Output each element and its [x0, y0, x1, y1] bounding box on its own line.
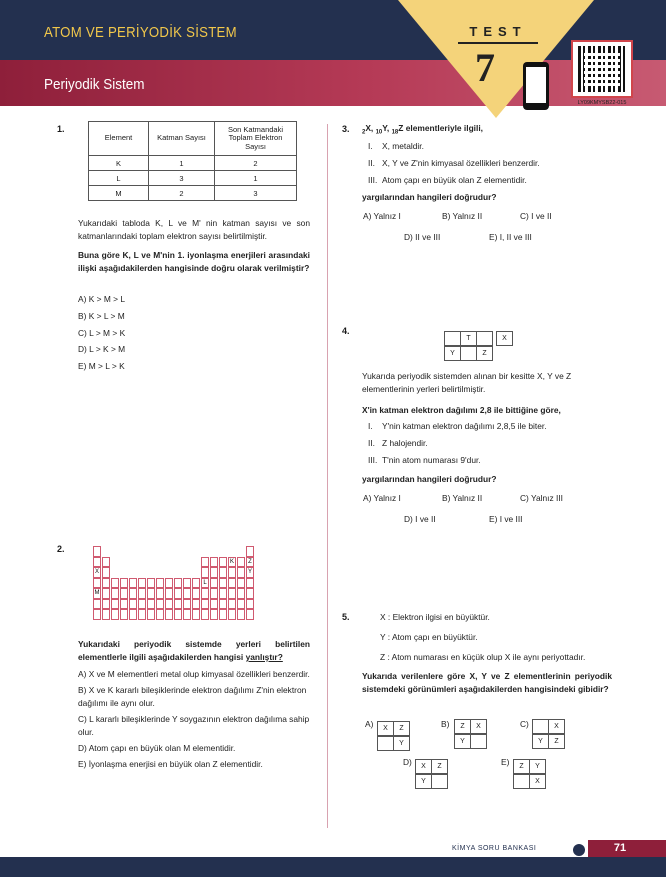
- table-row: [89, 186, 297, 201]
- periodic-table-cell: [237, 599, 245, 610]
- periodic-table-cell: [120, 609, 128, 620]
- question-2-number: 2.: [57, 544, 65, 554]
- statement-text: X, Y ve Z'nin kimyasal özellikleri benzerdir.: [382, 157, 540, 168]
- grid-cell: X: [470, 719, 487, 734]
- option-c[interactable]: C) L kararlı bileşiklerinde Y soygazının elektron dağılıma sahip olur.: [78, 714, 310, 738]
- periodic-table-cell: [210, 588, 218, 599]
- periodic-table-cell: K: [228, 557, 236, 568]
- periodic-table-cell: [183, 609, 191, 620]
- q4-question: yargılarından hangileri doğrudur?: [362, 474, 497, 484]
- page-title: ATOM VE PERİYODİK SİSTEM: [44, 24, 237, 41]
- periodic-table-cell: [138, 609, 146, 620]
- table-cell: 1: [215, 171, 297, 186]
- periodic-table-cell: [183, 578, 191, 589]
- grid-cell: X: [496, 331, 513, 346]
- periodic-table-cell: [147, 599, 155, 610]
- periodic-table-cell: [228, 567, 236, 578]
- option-d[interactable]: D) II ve III: [404, 232, 441, 242]
- question-3-number: 3.: [342, 124, 350, 134]
- periodic-table-cell: [201, 599, 209, 610]
- periodic-table-cell: [156, 599, 164, 610]
- grid-cell: [431, 774, 448, 789]
- periodic-table-cell: [102, 588, 110, 599]
- q3-question: yargılarından hangileri doğrudur?: [362, 192, 497, 202]
- periodic-table-cell: [138, 588, 146, 599]
- periodic-table-cell: [156, 588, 164, 599]
- qr-code-text: LY09KMYSB22-015: [577, 100, 627, 106]
- table-cell: L: [89, 171, 149, 186]
- periodic-table-cell: [219, 578, 227, 589]
- periodic-table-cell: [210, 578, 218, 589]
- option-c-letter[interactable]: C): [520, 719, 529, 729]
- question-1-number: 1.: [57, 124, 65, 134]
- page-subtitle: Periyodik Sistem: [44, 76, 145, 93]
- periodic-table-cell: [246, 546, 254, 557]
- statement-item: [368, 172, 628, 189]
- periodic-table-cell: [183, 588, 191, 599]
- option-c[interactable]: C) I ve II: [520, 211, 552, 221]
- table-cell: 3: [149, 171, 215, 186]
- option-b[interactable]: B) Yalnız II: [442, 493, 483, 503]
- grid-cell: X: [415, 759, 432, 774]
- grid-cell: Z: [454, 719, 471, 734]
- periodic-table-cell: [120, 599, 128, 610]
- statement-text: Y'nin katman elektron dağılımı 2,8,5 ile biter.: [382, 421, 547, 431]
- periodic-table-cell: [120, 578, 128, 589]
- periodic-table-cell: [93, 578, 101, 589]
- q2-question-emphasis: yanlıştır?: [245, 652, 283, 663]
- periodic-table-cell: [102, 609, 110, 620]
- grid-cell: [513, 774, 530, 789]
- table-row: [89, 171, 297, 186]
- option-d[interactable]: D) Atom çapı en büyük olan M elementidir.: [78, 743, 236, 754]
- grid-cell: [377, 736, 394, 751]
- option-b[interactable]: B) Yalnız II: [442, 211, 483, 221]
- q1-text: Yukarıdaki tabloda K, L ve M' nin katman sayısı ve son katmanlarındaki toplam elektron sayısı belirtilmiştir.: [78, 218, 310, 242]
- statement-text: Atom çapı en büyük olan Z elementidir.: [382, 174, 527, 185]
- option-c[interactable]: C) L > M > K: [78, 327, 126, 338]
- question-5-number: 5.: [342, 612, 350, 622]
- column-divider: [327, 124, 328, 828]
- periodic-table-cell: M: [93, 588, 101, 599]
- periodic-table-cell: [174, 599, 182, 610]
- table-cell: 3: [215, 186, 297, 201]
- table-cell: K: [89, 156, 149, 171]
- periodic-table-cell: [102, 557, 110, 568]
- grid-cell: [532, 719, 549, 734]
- grid-cell: [444, 331, 461, 346]
- option-b[interactable]: B) X ve K kararlı bileşiklerinde elektron dağılımı Z'nin elektron dağılımı ile aynı olur.: [78, 685, 307, 709]
- q3-title: $_2$X, $_{10}$Y, $_{18}$Z elementleriyle ilgili,: [362, 123, 483, 136]
- statement-num: III.: [368, 454, 378, 465]
- option-b-letter[interactable]: B): [441, 719, 450, 729]
- grid-cell: [470, 734, 487, 749]
- statement-item: [368, 155, 628, 172]
- statement-text: Z halojendir.: [382, 437, 428, 448]
- periodic-table-cell: [219, 567, 227, 578]
- publisher-logo-icon: [573, 844, 585, 856]
- statement-text: T'nin atom numarası 9'dur.: [382, 454, 481, 465]
- periodic-table-cell: [201, 567, 209, 578]
- periodic-table-cell: [111, 588, 119, 599]
- periodic-table-cell: [192, 588, 200, 599]
- periodic-table-cell: [102, 599, 110, 610]
- q1-table: [88, 121, 297, 201]
- test-label: TEST: [469, 24, 527, 39]
- q1-question: Buna göre K, L ve M'nin 1. iyonlaşma enerjileri arasındaki ilişki aşağıdakilerden hangisinde doğru olarak verilmiştir?: [78, 250, 310, 274]
- grid-cell: T: [460, 331, 477, 346]
- periodic-table-cell: [147, 578, 155, 589]
- q2-question-text: Yukarıdaki periyodik sistemde yerleri belirtilen elementlerle ilgili aşağıdakilerden hangisi: [78, 639, 310, 663]
- periodic-table-cell: [111, 578, 119, 589]
- q3-statements: [368, 138, 628, 188]
- q1-header-shells: Katman Sayısı: [149, 122, 215, 156]
- statement-num: II.: [368, 437, 375, 448]
- periodic-table-cell: [237, 588, 245, 599]
- periodic-table-cell: [219, 557, 227, 568]
- option-e[interactable]: E) M > L > K: [78, 361, 125, 372]
- grid-cell: X: [377, 721, 394, 736]
- grid-cell: Z: [393, 721, 410, 736]
- periodic-table-cell: [237, 609, 245, 620]
- periodic-table-cell: [237, 578, 245, 589]
- periodic-table-cell: [93, 557, 101, 568]
- periodic-table-cell: [201, 557, 209, 568]
- periodic-table-cell: [129, 609, 137, 620]
- periodic-table-cell: [192, 599, 200, 610]
- option-e[interactable]: E) I ve III: [489, 514, 523, 524]
- grid-cell: Y: [415, 774, 432, 789]
- periodic-table-cell: [210, 567, 218, 578]
- grid-cell: Z: [431, 759, 448, 774]
- periodic-table-cell: [165, 588, 173, 599]
- q5-question: Yukarıda verilenlere göre X, Y ve Z elementlerinin periyodik sistemdeki görünümleri aşağıdakilerden hangisindeki gibidir?: [362, 671, 612, 695]
- periodic-table-cell: [246, 609, 254, 620]
- option-a[interactable]: A) X ve M elementleri metal olup kimyasal özellikleri benzerdir.: [78, 669, 310, 679]
- grid-cell: Z: [548, 734, 565, 749]
- periodic-table-cell: [129, 588, 137, 599]
- periodic-table-cell: L: [201, 578, 209, 589]
- periodic-table-cell: [165, 609, 173, 620]
- grid-cell: Z: [513, 759, 530, 774]
- option-e-letter[interactable]: E): [501, 757, 510, 767]
- periodic-table-cell: [165, 578, 173, 589]
- grid-cell: [476, 331, 493, 346]
- table-row: [89, 156, 297, 171]
- periodic-table-cell: [246, 599, 254, 610]
- periodic-table-cell: [174, 578, 182, 589]
- page-number: 71: [613, 842, 627, 854]
- periodic-table-cell: Z: [246, 557, 254, 568]
- grid-cell: Z: [476, 346, 493, 361]
- q4-statements: [368, 418, 628, 468]
- periodic-table-cell: [165, 599, 173, 610]
- option-a[interactable]: A) Yalnız I: [363, 493, 401, 503]
- table-cell: 1: [149, 156, 215, 171]
- option-d-letter[interactable]: D): [403, 757, 412, 767]
- periodic-table-cell: [129, 578, 137, 589]
- periodic-table-cell: [219, 588, 227, 599]
- periodic-table-cell: X: [93, 567, 101, 578]
- periodic-table-cell: [111, 609, 119, 620]
- periodic-table-cell: [219, 599, 227, 610]
- grid-cell: Y: [444, 346, 461, 361]
- periodic-table-cell: [183, 599, 191, 610]
- periodic-table-cell: [201, 588, 209, 599]
- periodic-table-cell: [210, 599, 218, 610]
- q1-header-element: Element: [89, 122, 149, 156]
- option-a[interactable]: A) K > M > L: [78, 294, 126, 304]
- periodic-table-cell: [237, 567, 245, 578]
- periodic-table-cell: [174, 588, 182, 599]
- periodic-table-cell: [228, 578, 236, 589]
- periodic-table-cell: [237, 557, 245, 568]
- periodic-table-cell: [93, 599, 101, 610]
- periodic-table-cell: [138, 578, 146, 589]
- phone-screen-icon: [526, 67, 546, 103]
- periodic-table-cell: [246, 578, 254, 589]
- qr-code-icon[interactable]: [578, 46, 626, 92]
- periodic-table-cell: [120, 588, 128, 599]
- statement-item: [368, 435, 628, 452]
- periodic-table-cell: [201, 609, 209, 620]
- periodic-table-cell: [138, 599, 146, 610]
- periodic-table-cell: [93, 546, 101, 557]
- option-c[interactable]: C) Yalnız III: [520, 493, 563, 503]
- periodic-table-cell: [192, 578, 200, 589]
- option-e[interactable]: E) I, II ve III: [489, 232, 532, 242]
- footer-bar: [0, 857, 666, 877]
- option-d[interactable]: D) I ve II: [404, 514, 436, 524]
- q5-fact-x: X : Elektron ilgisi en büyüktür.: [380, 612, 490, 622]
- grid-cell: Y: [454, 734, 471, 749]
- option-d[interactable]: D) L > K > M: [78, 344, 126, 355]
- table-cell: M: [89, 186, 149, 201]
- option-a-letter[interactable]: A): [365, 719, 374, 729]
- periodic-table-cell: [111, 599, 119, 610]
- q5-fact-z: Z : Atom numarası en küçük olup X ile aynı periyottadır.: [380, 652, 586, 662]
- grid-cell: Y: [529, 759, 546, 774]
- grid-cell: X: [529, 774, 546, 789]
- periodic-table-cell: [93, 609, 101, 620]
- footer-brand: KİMYA SORU BANKASI: [452, 845, 537, 852]
- statement-num: I.: [368, 421, 373, 431]
- periodic-table-cell: Y: [246, 567, 254, 578]
- periodic-table-cell: [102, 567, 110, 578]
- option-a[interactable]: A) Yalnız I: [363, 211, 401, 221]
- table-cell: 2: [215, 156, 297, 171]
- statement-num: I.: [368, 141, 373, 151]
- periodic-table-cell: [228, 599, 236, 610]
- periodic-table-cell: [147, 609, 155, 620]
- periodic-table-cell: [174, 609, 182, 620]
- q5-fact-y: Y : Atom çapı en büyüktür.: [380, 632, 478, 642]
- grid-cell: Y: [393, 736, 410, 751]
- option-b[interactable]: B) K > L > M: [78, 310, 125, 321]
- periodic-table-cell: [219, 609, 227, 620]
- periodic-table-cell: [192, 609, 200, 620]
- periodic-table-cell: [228, 588, 236, 599]
- statement-text: X, metaldir.: [382, 141, 424, 151]
- question-4-number: 4.: [342, 326, 350, 336]
- q2-options: [78, 668, 310, 771]
- statement-item: [368, 138, 628, 155]
- grid-cell: Y: [532, 734, 549, 749]
- statement-num: III.: [368, 174, 378, 185]
- table-cell: 2: [149, 186, 215, 201]
- periodic-table-cell: [246, 588, 254, 599]
- periodic-table-cell: [102, 578, 110, 589]
- periodic-table-cell: [156, 609, 164, 620]
- periodic-table-cell: [210, 557, 218, 568]
- statement-item: [368, 418, 628, 435]
- periodic-table-cell: [156, 578, 164, 589]
- grid-cell: X: [548, 719, 565, 734]
- q1-options: [78, 291, 310, 375]
- test-number: 7: [475, 45, 495, 90]
- q1-header-electrons: Son Katmandaki Toplam Elektron Sayısı: [215, 122, 297, 156]
- statement-num: II.: [368, 157, 375, 168]
- q4-text: Yukarıda periyodik sistemden alınan bir kesitte X, Y ve Z elementlerinin yerleri belirtilmiştir.: [362, 371, 572, 395]
- q2-question: [78, 638, 310, 664]
- grid-cell: [460, 346, 477, 361]
- periodic-table-cell: [129, 599, 137, 610]
- statement-item: [368, 452, 628, 469]
- periodic-table-cell: [210, 609, 218, 620]
- periodic-table-cell: [228, 609, 236, 620]
- periodic-table-cell: [147, 588, 155, 599]
- option-e[interactable]: E) İyonlaşma enerjisi en büyük olan Z elementidir.: [78, 759, 263, 770]
- q4-condition: X'in katman elektron dağılımı 2,8 ile bittiğine göre,: [362, 405, 561, 415]
